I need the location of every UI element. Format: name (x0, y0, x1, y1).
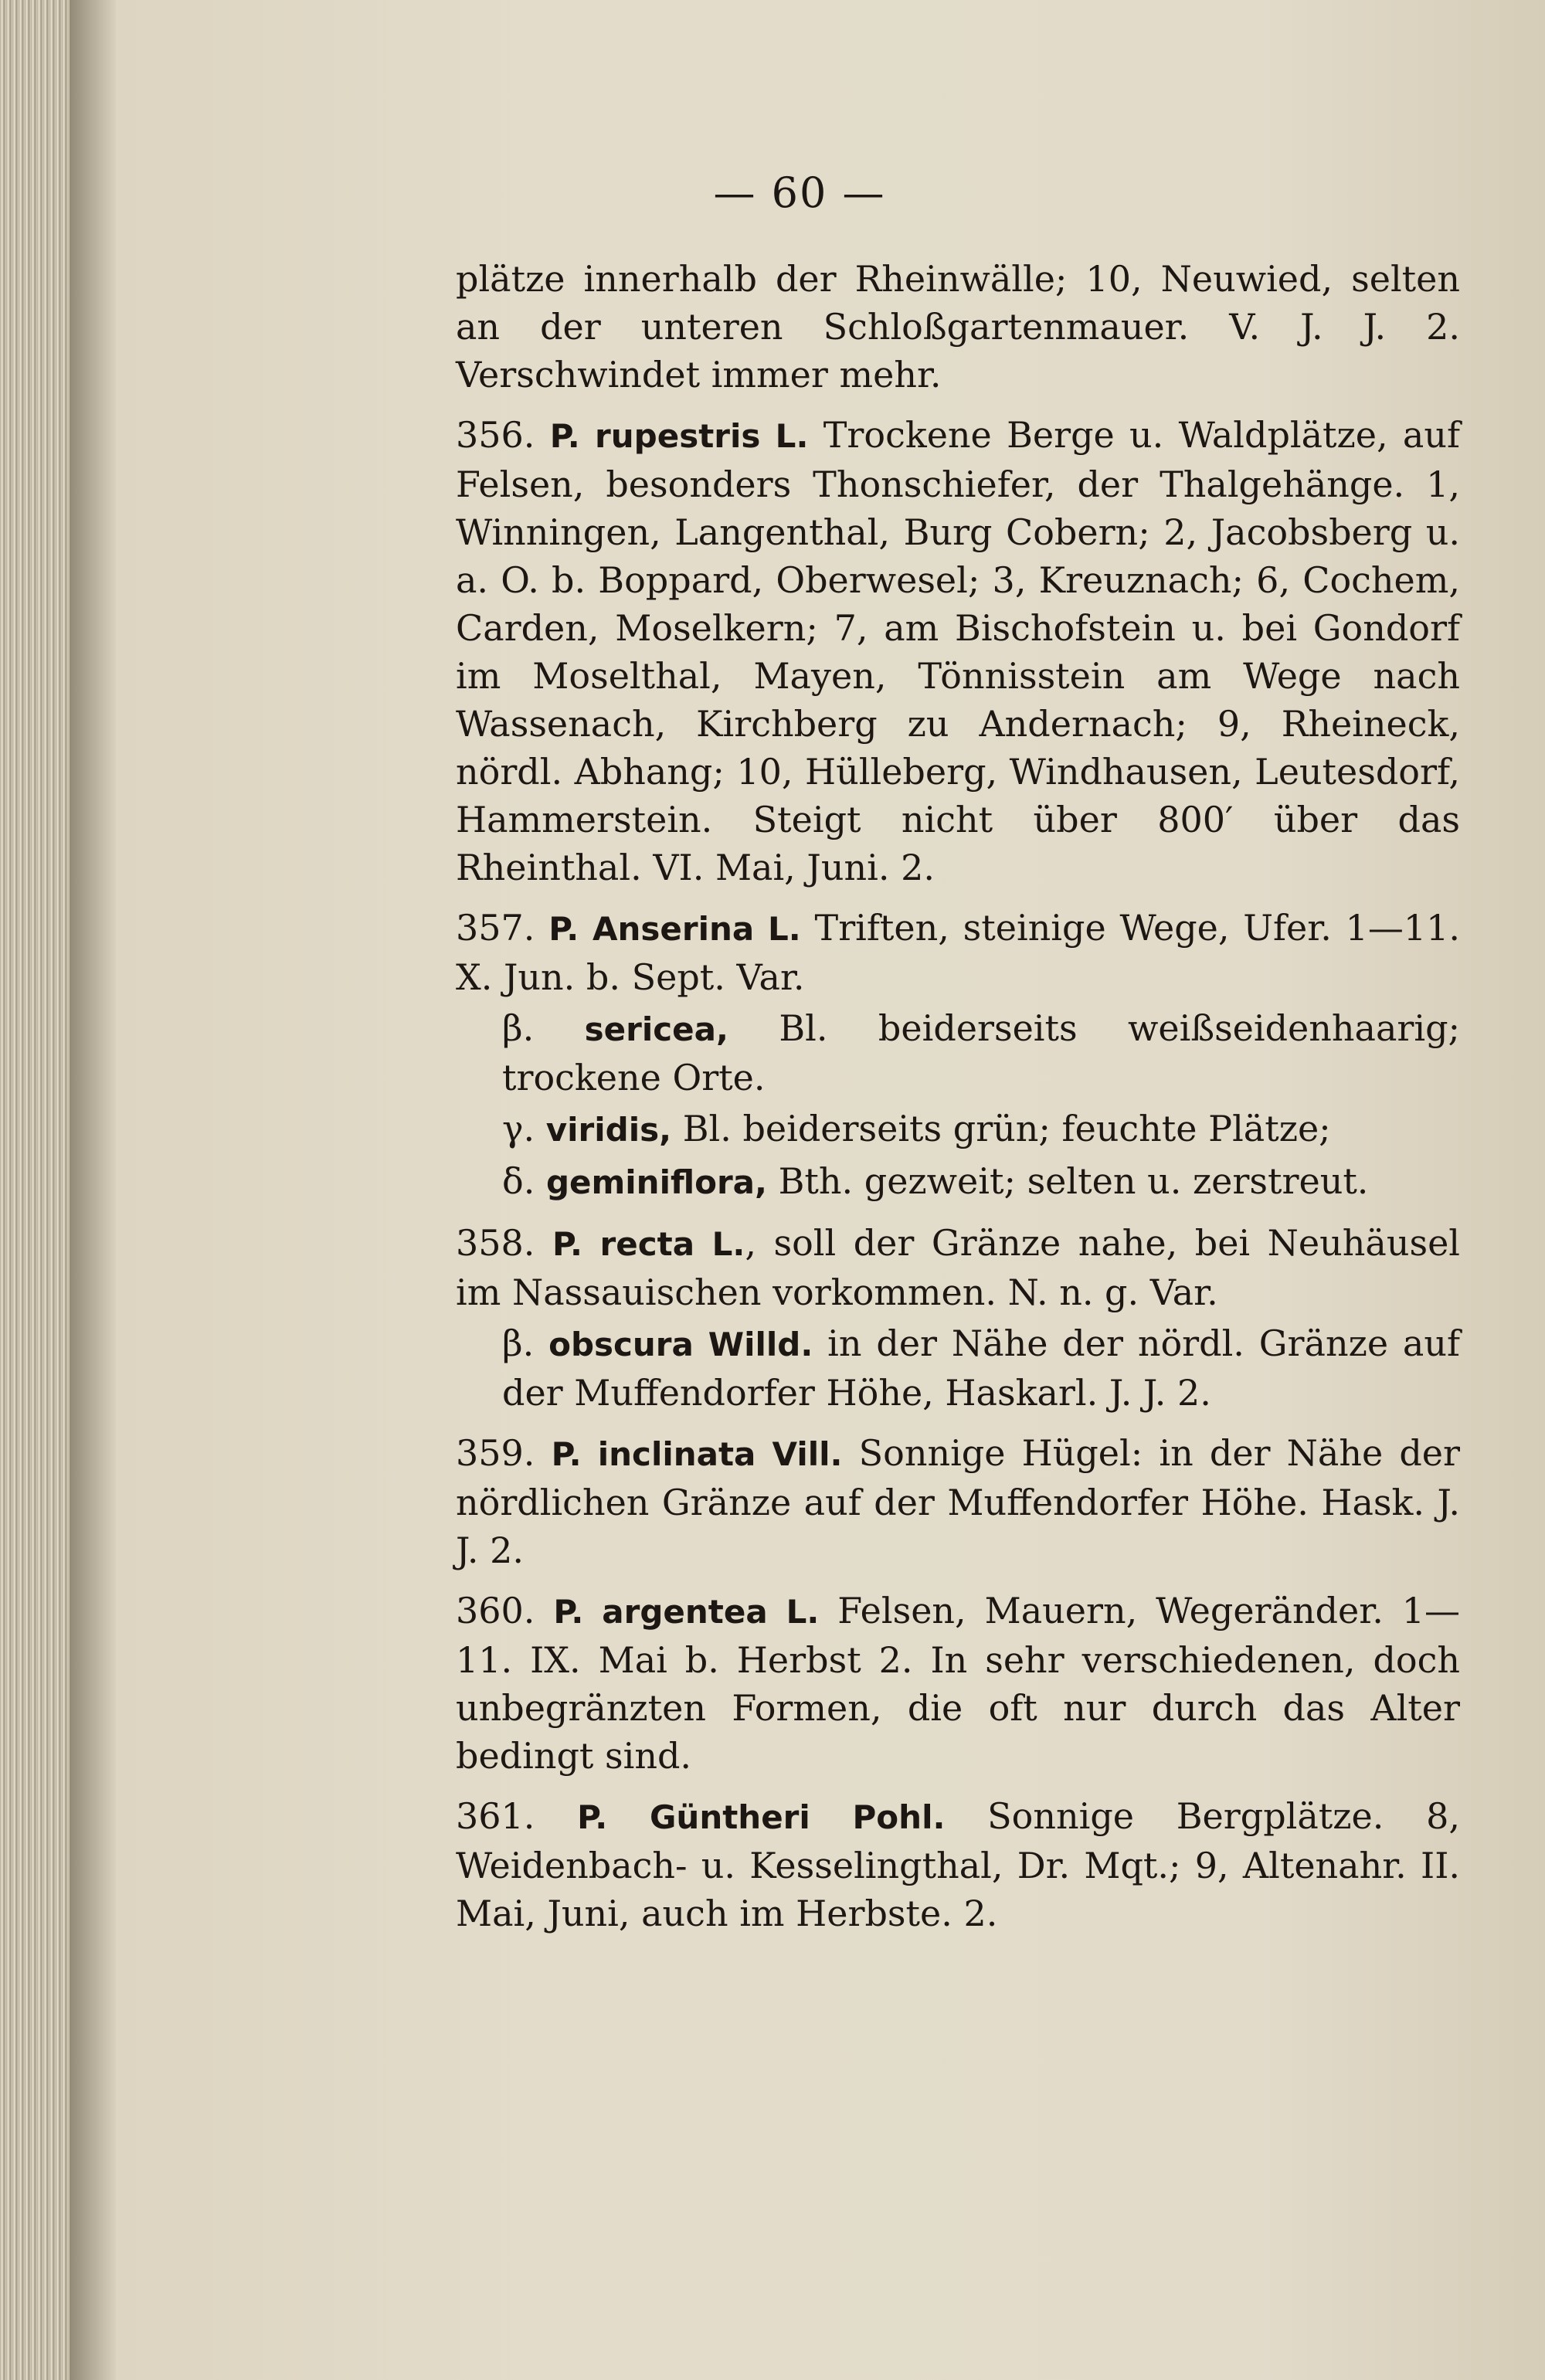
entry-number: 358. (456, 1222, 535, 1264)
variety-symbol: δ. (502, 1160, 535, 1202)
variety-symbol: γ. (502, 1108, 535, 1149)
entry-357 (456, 904, 1460, 1001)
variety-symbol: β. (502, 1322, 535, 1364)
species-name: P. rupestris L. (549, 417, 809, 455)
entry-number: 360. (456, 1590, 535, 1631)
page-number: — 60 — (713, 168, 886, 217)
entry-text: Sonnige Hügel: in der Nähe der nördlichen Gränze auf der Muffendorfer Höhe. Hask. J. J. 2. (456, 1432, 1461, 1571)
entry-number: 357. (456, 907, 535, 949)
variety-text: Bth. gezweit; selten u. zerstreut. (778, 1160, 1369, 1202)
variety-name: geminiflora, (545, 1163, 767, 1201)
variety-line (502, 1157, 1460, 1207)
entry-text: Triften, steinige Wege, Ufer. 1—11. X. Jun. b. Sept. Var. (456, 907, 1461, 998)
entry-text: Sonnige Bergplätze. 8, Weidenbach- u. Kesselingthal, Dr. Mqt.; 9, Altenahr. II. Mai, Juni, auch im Herbste. 2. (456, 1795, 1460, 1934)
continuation-paragraph: plätze innerhalb der Rheinwälle; 10, Neuwied, selten an der unteren Schloßgartenmauer. V. J. J. 2. Verschwindet immer mehr. (456, 258, 1460, 396)
entry-number: 361. (456, 1795, 535, 1837)
species-name: P. inclinata Vill. (551, 1435, 843, 1473)
entry-text: , soll der Gränze nahe, bei Neuhäusel im Nassauischen vorkommen. N. n. g. Var. (456, 1222, 1461, 1313)
variety-text: in der Nähe der nördl. Gränze auf der Muffendorfer Höhe, Haskarl. J. J. 2. (502, 1322, 1460, 1414)
variety-line (502, 1105, 1460, 1154)
species-name: P. Anserina L. (548, 910, 801, 948)
entry-number: 359. (456, 1432, 535, 1474)
species-name: P. argentea L. (553, 1593, 820, 1631)
variety-text: Bl. beiderseits grün; feuchte Plätze; (682, 1108, 1331, 1149)
entry-number: 356. (456, 414, 535, 456)
variety-line (502, 1319, 1460, 1417)
entry-360 (456, 1587, 1460, 1780)
binding-shadow (70, 0, 116, 2380)
variety-line (502, 1004, 1460, 1102)
species-name: P. recta L. (552, 1225, 745, 1263)
variety-name: sericea, (584, 1010, 728, 1048)
entry-359 (456, 1429, 1460, 1574)
entry-361 (456, 1792, 1460, 1937)
species-name: P. Güntheri Pohl. (577, 1798, 946, 1836)
entry-text: Trockene Berge u. Waldplätze, auf Felsen, besonders Thonschiefer, der Thalgehänge. 1, Winningen, Langenthal, Burg Cobern; 2, Jacobsberg u. a. O. b. Boppard, Oberwesel; 3, Kreuznach; 6, Cochem, Carden, Moselkern; 7, am Bischofstein u. bei Gondorf im Moselthal, Mayen, Tönnisstein am Wege nach Wassenach, Kirchberg zu Andernach; 9, Rheineck, nördl. Abhang; 10, Hülleberg, Windhausen, Leutesdorf, Hammerstein. Steigt nicht über 800′ über das Rheinthal. VI. Mai, Juni. 2. (456, 414, 1460, 888)
variety-name: viridis, (545, 1111, 672, 1149)
entry-text: Felsen, Mauern, Wegeränder. 1—11. IX. Mai b. Herbst 2. In sehr verschiedenen, doch unbegränzten Formen, die oft nur durch das Alter bedingt sind. (456, 1590, 1460, 1777)
variety-name: obscura Willd. (548, 1326, 813, 1363)
entry-356 (456, 411, 1460, 891)
variety-symbol: β. (502, 1007, 535, 1049)
variety-text: Bl. beiderseits weißseidenhaarig; trockene Orte. (502, 1007, 1461, 1098)
page-text (456, 255, 1460, 1950)
page-edges (0, 0, 70, 2380)
entry-358 (456, 1219, 1460, 1316)
